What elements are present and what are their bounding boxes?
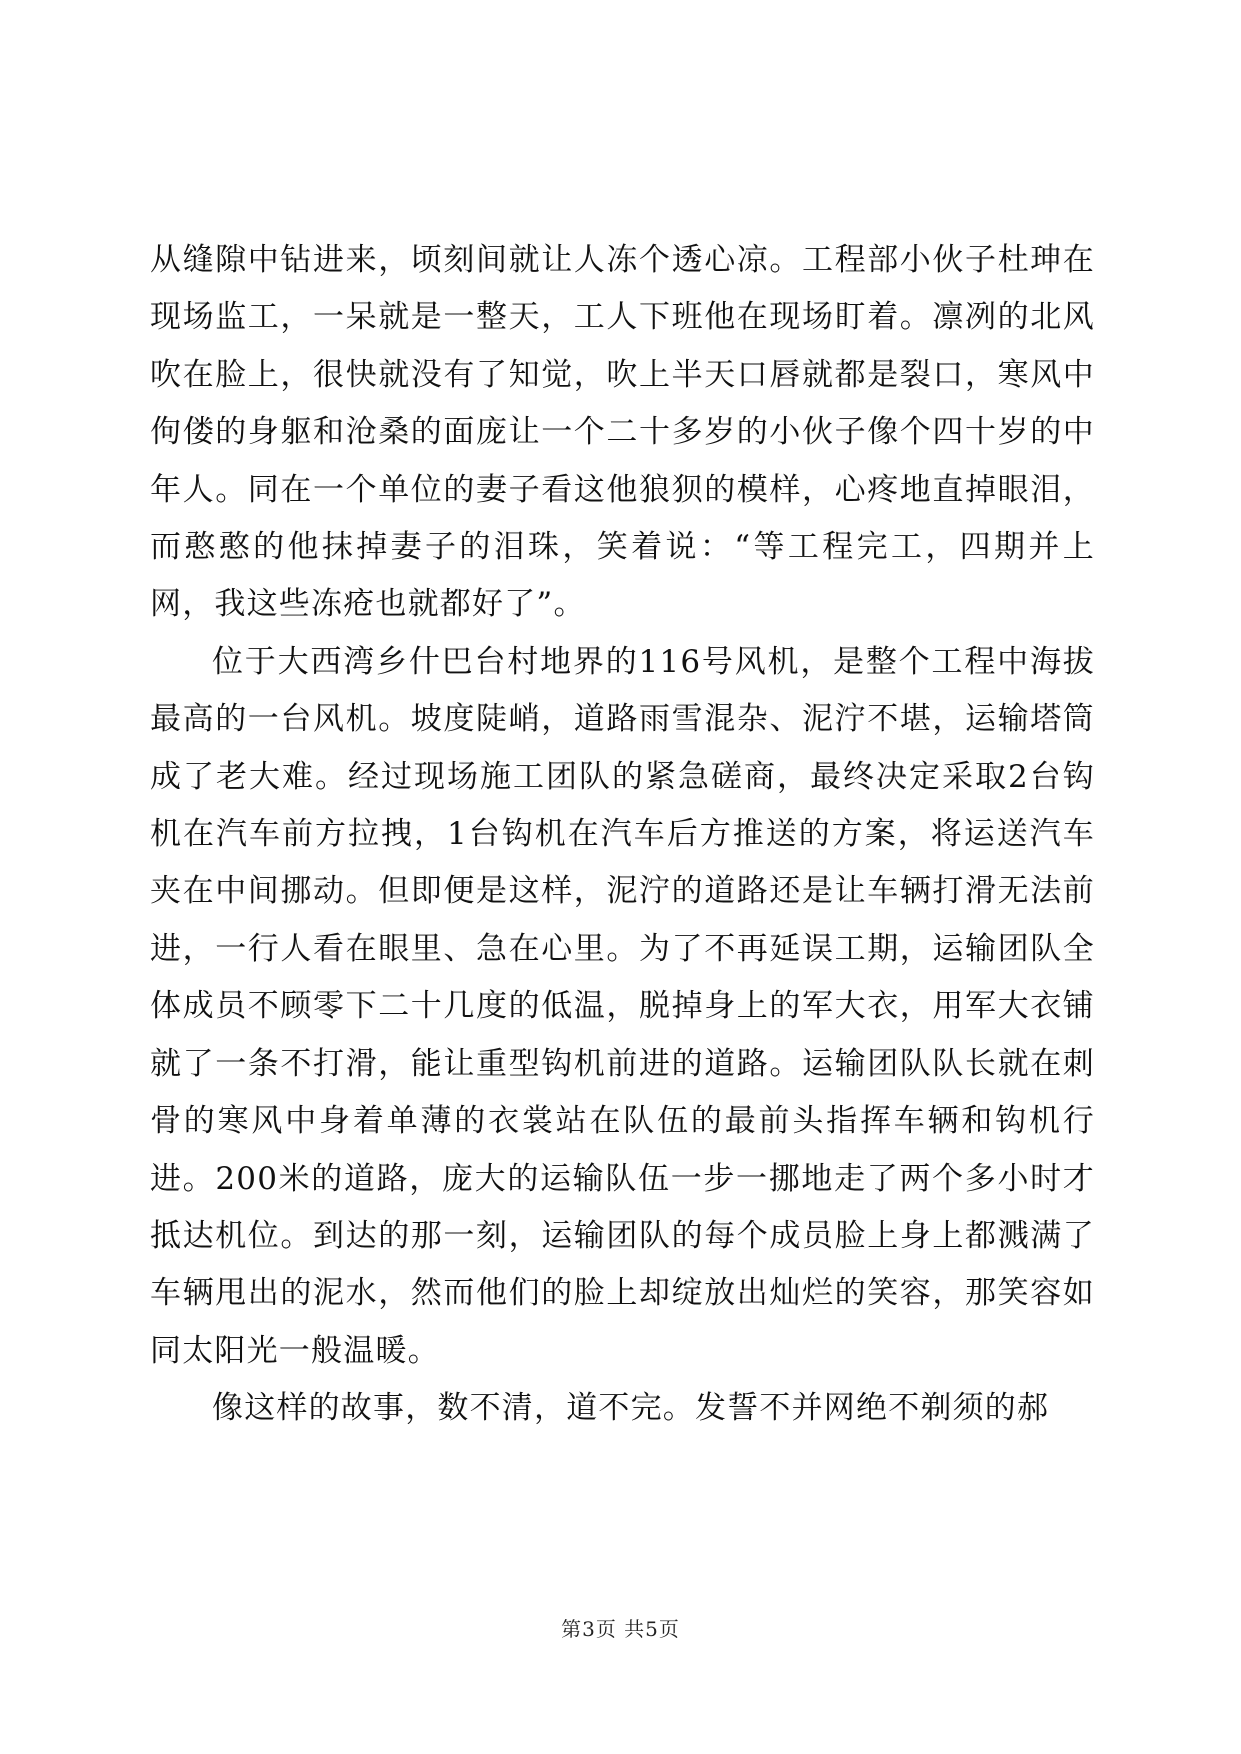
- paragraph-3: 像这样的故事，数不清，道不完。发誓不并网绝不剃须的郝: [212, 1390, 1050, 1427]
- paragraph-2: 位于大西湾乡什巴台村地界的116号风机，是整个工程中海拔最高的一台风机。坡度陡峭，道路雨雪混杂、泥泞不堪，运输塔筒成了老大难。经过现场施工团队的紧急磋商，最终决定采取2台钩机在汽车前方拉拽，1台钩机在汽车后方推送的方案，将运送汽车夹在中间挪动。但即便是这样，泥泞的道路还是让车辆打滑无法前进，一行人看在眼里、急在心里。为了不再延误工期，运输团队全体成员不顾零下二十几度的低温，脱掉身上的军大衣，用军大衣铺就了一条不打滑，能让重型钩机前进的道路。运输团队队长就在刺骨的寒风中身着单薄的衣裳站在队伍的最前头指挥车辆和钩机行进。200米的道路，庞大的运输队伍一步一挪地走了两个多小时才抵达机位。到达的那一刻，运输团队的每个成员脸上身上都溅满了车辆甩出的泥水，然而他们的脸上却绽放出灿烂的笑容，那笑容如同太阳光一般温暖。: [150, 643, 1095, 1369]
- paragraph-1: 从缝隙中钻进来，顷刻间就让人冻个透心凉。工程部小伙子杜珅在现场监工，一呆就是一整天，工人下班他在现场盯着。凛冽的北风吹在脸上，很快就没有了知觉，吹上半天口唇就都是裂口，寒风中佝偻的身躯和沧桑的面庞让一个二十多岁的小伙子像个四十岁的中年人。同在一个单位的妻子看这他狼狈的模样，心疼地直掉眼泪，而憨憨的他抹掉妻子的泪珠，笑着说：“等工程完工，四期并上网，我这些冻疮也就都好了”。: [150, 242, 1095, 623]
- document-body: [150, 232, 1095, 1438]
- page-footer: 第3页 共5页: [561, 1617, 680, 1641]
